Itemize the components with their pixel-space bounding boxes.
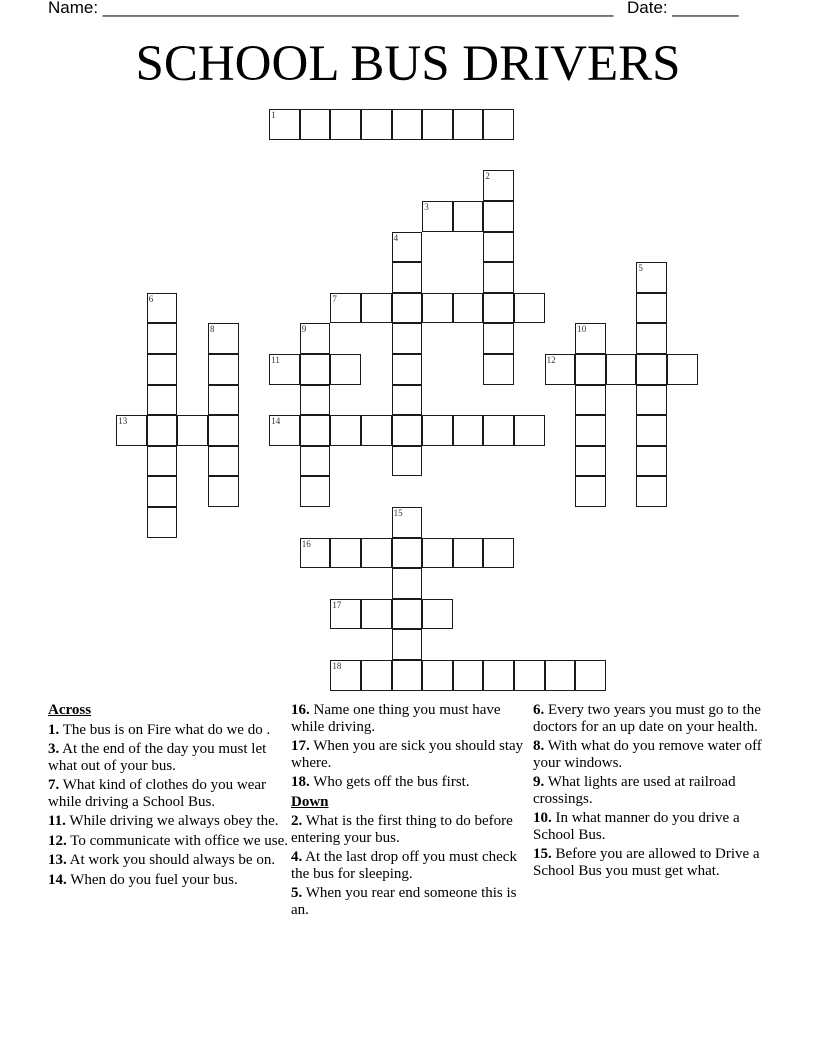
crossword-cell[interactable] (361, 109, 392, 140)
crossword-cell[interactable] (208, 476, 239, 507)
crossword-cell[interactable] (545, 354, 576, 385)
clue-across-11 (48, 813, 288, 830)
crossword-cell[interactable] (422, 599, 453, 630)
crossword-cell[interactable] (330, 415, 361, 446)
clue-number: 3. (48, 741, 60, 757)
clue-text: While driving we always obey the. (65, 813, 279, 829)
cell-number: 7 (332, 293, 337, 304)
crossword-cell[interactable] (147, 507, 178, 538)
cell-number: 10 (577, 324, 587, 335)
name-field[interactable]: Name: ______________________________________________________ (48, 0, 614, 17)
cell-number: 5 (638, 263, 643, 274)
clue-number: 2. (291, 813, 303, 829)
clue-text: What lights are used at railroad crossings. (533, 774, 736, 807)
clue-text: What kind of clothes do you wear while driving a School Bus. (48, 777, 267, 810)
crossword-cell[interactable] (208, 323, 239, 354)
crossword-cell[interactable] (147, 293, 178, 324)
crossword-cell[interactable] (361, 415, 392, 446)
crossword-cell[interactable] (300, 538, 331, 569)
crossword-cell[interactable] (483, 262, 514, 293)
crossword-cell[interactable] (361, 538, 392, 569)
crossword-cell[interactable] (392, 629, 423, 660)
clue-across-13 (48, 852, 288, 869)
cell-number: 6 (148, 293, 154, 304)
clue-number: 15. (533, 846, 552, 862)
clue-text: With what do you remove water off your windows. (533, 738, 762, 771)
crossword-cell[interactable] (483, 660, 514, 691)
crossword-cell[interactable] (361, 599, 392, 630)
crossword-cell[interactable] (147, 446, 178, 477)
crossword-cell[interactable] (208, 385, 239, 416)
puzzle-title: SCHOOL BUS DRIVERS (135, 36, 681, 92)
cell-number: 9 (301, 324, 307, 335)
clue-down-6 (533, 702, 773, 735)
clue-text: At work you should always be on. (66, 852, 276, 868)
crossword-cell[interactable] (453, 538, 484, 569)
crossword-cell[interactable] (269, 354, 300, 385)
clue-text: Before you are allowed to Drive a School Bus you must get what. (533, 846, 760, 879)
crossword-cell[interactable] (453, 415, 484, 446)
crossword-cell[interactable] (483, 170, 514, 201)
clue-number: 18. (291, 774, 310, 790)
clue-text: At the end of the day you must let what out of your bus. (48, 741, 267, 774)
crossword-cell[interactable] (422, 201, 453, 232)
crossword-cell[interactable] (636, 354, 667, 385)
crossword-cell[interactable] (606, 354, 637, 385)
crossword-cell[interactable] (514, 415, 545, 446)
clue-text: At the last drop off you must check the bus for sleeping. (291, 849, 517, 882)
crossword-cell[interactable] (361, 660, 392, 691)
crossword-cell[interactable] (392, 323, 423, 354)
clue-text: When you are sick you should stay where. (291, 738, 524, 771)
clue-text: In what manner do you drive a School Bus. (533, 810, 740, 843)
crossword-cell[interactable] (147, 323, 178, 354)
cell-number: 8 (210, 324, 215, 335)
crossword-cell[interactable] (636, 446, 667, 477)
crossword-cell[interactable] (575, 446, 606, 477)
clue-number: 17. (291, 738, 310, 754)
crossword-cell[interactable] (147, 385, 178, 416)
crossword-cell[interactable] (636, 385, 667, 416)
clue-number: 14. (48, 871, 67, 888)
crossword-cell[interactable] (330, 293, 361, 324)
clue-down-10 (533, 810, 773, 843)
crossword-cell[interactable] (392, 599, 423, 630)
crossword-cell[interactable] (330, 599, 361, 630)
crossword-cell[interactable] (636, 262, 667, 293)
clue-number: 9. (533, 774, 545, 790)
clue-text: Name one thing you must have while driving. (291, 702, 501, 735)
crossword-cell[interactable] (392, 660, 423, 691)
clue-down-15 (533, 846, 773, 879)
clue-down-9 (533, 774, 773, 807)
clue-number: 1. (48, 721, 60, 738)
crossword-cell[interactable] (392, 262, 423, 293)
clues-column-3 (533, 702, 773, 882)
crossword-cell[interactable] (575, 323, 606, 354)
crossword-cell[interactable] (575, 385, 606, 416)
crossword-cell[interactable] (147, 415, 178, 446)
crossword-cell[interactable] (575, 660, 606, 691)
clue-down-2 (291, 813, 531, 846)
crossword-cell[interactable] (575, 415, 606, 446)
clue-text: When do you fuel your bus. (66, 871, 238, 888)
crossword-cell[interactable] (330, 109, 361, 140)
clue-number: 7. (48, 777, 60, 793)
crossword-cell[interactable] (300, 476, 331, 507)
down-heading: Down (291, 793, 329, 810)
crossword-cell[interactable] (300, 446, 331, 477)
crossword-cell[interactable] (269, 109, 300, 140)
cell-number: 18 (332, 661, 342, 671)
crossword-cell[interactable] (483, 293, 514, 324)
crossword-cell[interactable] (116, 415, 147, 446)
clue-across-12 (48, 833, 288, 850)
crossword-cell[interactable] (422, 293, 453, 324)
crossword-cell[interactable] (545, 660, 576, 691)
clue-number: 13. (48, 852, 67, 868)
clue-text: To communicate with office we use. (66, 832, 288, 849)
clue-number: 16. (291, 702, 310, 718)
crossword-cell[interactable] (453, 109, 484, 140)
clues-column-2 (291, 702, 531, 921)
crossword-cell[interactable] (422, 109, 453, 140)
crossword-cell[interactable] (483, 323, 514, 354)
crossword-cell[interactable] (208, 415, 239, 446)
crossword-cell[interactable] (361, 293, 392, 324)
cell-number: 3 (424, 202, 429, 212)
crossword-cell[interactable] (483, 538, 514, 569)
clue-text: The bus is on Fire what do we do . (59, 721, 271, 738)
crossword-cell[interactable] (147, 476, 178, 507)
crossword-cell[interactable] (177, 415, 208, 446)
cell-number: 2 (485, 171, 490, 182)
crossword-cell[interactable] (636, 323, 667, 354)
crossword-cell[interactable] (300, 354, 331, 385)
clue-down-4 (291, 849, 531, 882)
across-heading: Across (48, 702, 92, 718)
crossword-cell[interactable] (453, 201, 484, 232)
crossword-cell[interactable] (422, 538, 453, 569)
crossword-cell[interactable] (667, 354, 698, 385)
clue-number: 5. (291, 885, 303, 901)
clue-across-7 (48, 777, 288, 810)
crossword-cell[interactable] (300, 323, 331, 354)
clue-across-18 (291, 774, 531, 791)
crossword-cell[interactable] (392, 507, 423, 538)
crossword-cell[interactable] (483, 109, 514, 140)
crossword-cell[interactable] (392, 354, 423, 385)
crossword-cell[interactable] (636, 415, 667, 446)
crossword-cell[interactable] (330, 660, 361, 691)
cell-number: 13 (118, 416, 128, 427)
crossword-cell[interactable] (453, 660, 484, 691)
cell-number: 17 (332, 599, 342, 610)
crossword-cell[interactable] (392, 446, 423, 477)
crossword-cell[interactable] (392, 232, 423, 263)
cell-number: 11 (271, 355, 280, 365)
crossword-cell[interactable] (514, 293, 545, 324)
clue-number: 4. (291, 849, 303, 865)
crossword-cell[interactable] (147, 354, 178, 385)
crossword-cell[interactable] (300, 385, 331, 416)
crossword-cell[interactable] (392, 293, 423, 324)
crossword-cell[interactable] (575, 354, 606, 385)
crossword-cell[interactable] (636, 476, 667, 507)
cell-number: 14 (271, 416, 281, 427)
crossword-cell[interactable] (483, 354, 514, 385)
crossword-cell[interactable] (575, 476, 606, 507)
crossword-cell[interactable] (392, 385, 423, 416)
cell-number: 12 (546, 355, 556, 365)
cell-number: 16 (301, 538, 311, 549)
clue-down-5 (291, 885, 531, 918)
crossword-cell[interactable] (514, 660, 545, 691)
clue-down-8 (533, 738, 773, 771)
clue-across-16 (291, 702, 531, 735)
crossword-cell[interactable] (636, 293, 667, 324)
cell-number: 4 (393, 232, 399, 243)
crossword-cell[interactable] (300, 109, 331, 140)
crossword-cell[interactable] (483, 415, 514, 446)
clue-across-1 (48, 722, 288, 739)
cell-number: 15 (393, 508, 403, 518)
clue-text: Who gets off the bus first. (309, 774, 470, 790)
date-field[interactable]: Date: _______ (627, 0, 739, 17)
clue-text: What is the first thing to do before entering your bus. (291, 813, 513, 846)
crossword-cell[interactable] (208, 446, 239, 477)
crossword-cell[interactable] (453, 293, 484, 324)
clue-number: 8. (533, 738, 545, 754)
clue-across-3 (48, 741, 288, 774)
crossword-cell[interactable] (483, 232, 514, 263)
clue-across-17 (291, 738, 531, 771)
crossword-cell[interactable] (392, 109, 423, 140)
crossword-cell[interactable] (300, 415, 331, 446)
crossword-cell[interactable] (392, 415, 423, 446)
clue-text: When you rear end someone this is an. (291, 885, 517, 918)
clues-column-1 (48, 702, 288, 891)
crossword-cell[interactable] (330, 538, 361, 569)
crossword-cell[interactable] (483, 201, 514, 232)
crossword-cell[interactable] (330, 354, 361, 385)
crossword-cell[interactable] (422, 415, 453, 446)
crossword-cell[interactable] (269, 415, 300, 446)
clue-number: 11. (48, 813, 66, 829)
clue-text: Every two years you must go to the doctors for an up date on your health. (533, 702, 761, 735)
crossword-cell[interactable] (392, 538, 423, 569)
crossword-cell[interactable] (208, 354, 239, 385)
clue-number: 10. (533, 810, 552, 826)
crossword-cell[interactable] (422, 660, 453, 691)
clue-number: 6. (533, 702, 545, 718)
crossword-cell[interactable] (392, 568, 423, 599)
clue-across-14 (48, 872, 288, 889)
cell-number: 1 (271, 110, 276, 121)
clue-number: 12. (48, 832, 67, 849)
